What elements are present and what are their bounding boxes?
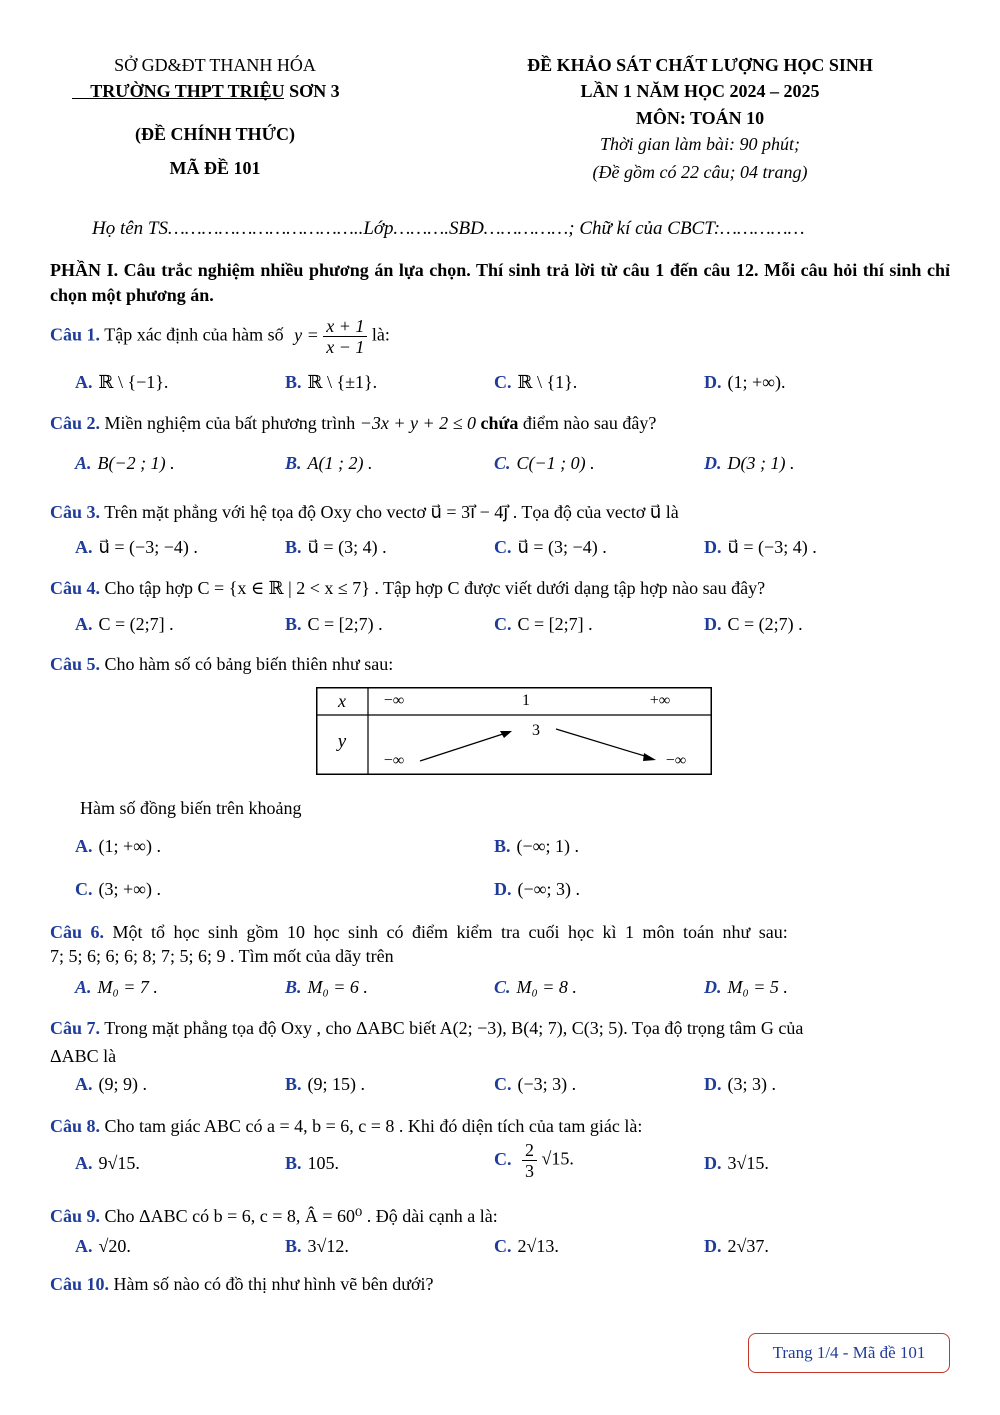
option-text: u⃗ = (3; −4) . (517, 537, 607, 557)
option-text: u⃗ = (3; 4) . (307, 537, 387, 557)
option-text: M₀ = 7 . (97, 977, 158, 997)
option-text: 9√15. (98, 1153, 140, 1173)
q8-option-a[interactable]: A. 9√15. (75, 1153, 140, 1173)
question-text: Một tổ học sinh gồm 10 học sinh có điểm kiểm tra cuối học kì 1 môn toán như sau: (112, 922, 788, 942)
q5-option-b[interactable]: B. (−∞; 1) . (494, 836, 579, 856)
q8-option-d[interactable]: D. 3√15. (704, 1153, 769, 1173)
option-text: 105. (307, 1153, 340, 1173)
option-text: 2√13. (517, 1236, 559, 1256)
option-text: √20. (98, 1236, 131, 1256)
table-y-value-1: −∞ (383, 752, 405, 769)
q6-option-c[interactable]: C. M₀ = 8 . (494, 977, 577, 997)
q6-option-a[interactable]: A. M₀ = 7 . (75, 977, 158, 997)
question-label: Câu 3. (50, 502, 101, 522)
table-y-value-2: 3 (532, 722, 540, 739)
question-label: Câu 1. (50, 324, 101, 345)
q9-option-d[interactable]: D. 2√37. (704, 1236, 769, 1256)
question-tail: là: (371, 324, 390, 345)
question-text: Trong mặt phẳng tọa độ Oxy , cho ΔABC biết A(2; −3), B(4; 7), C(3; 5). Tọa độ trọng tâm G của (104, 1018, 804, 1038)
table-y-label: y (337, 731, 347, 752)
option-text: √15. (541, 1148, 574, 1169)
option-text: (1; +∞). (727, 372, 786, 392)
option-text: ℝ \ {±1}. (307, 372, 378, 392)
option-text: (−∞; 3) . (517, 879, 580, 899)
q8-option-c[interactable]: C. $\frac{2}{3}$ √15. (494, 1140, 574, 1181)
option-text: C = (2;7] . (98, 614, 174, 634)
question-text: Cho tam giác ABC có a = 4, b = 6, c = 8 . Khi đó diện tích của tam giác là: (104, 1116, 643, 1136)
question-text: Hàm số nào có đồ thị như hình vẽ bên dưới? (113, 1274, 434, 1294)
table-x-value-2: 1 (522, 692, 530, 709)
school-name: TRƯỜNG THPT TRIỆU SƠN 3 (90, 81, 340, 101)
q3-option-a[interactable]: A. u⃗ = (−3; −4) . (75, 537, 198, 557)
question-text: Tập xác định của hàm số (104, 324, 284, 345)
q5-option-c[interactable]: C. (3; +∞) . (75, 879, 161, 899)
question-text: Miền nghiệm của bất phương trình (104, 413, 356, 433)
q9-option-b[interactable]: B. 3√12. (285, 1236, 349, 1256)
bold-word: chứa (480, 413, 519, 433)
option-text: (9; 15) . (307, 1074, 366, 1094)
question-label: Câu 2. (50, 413, 101, 433)
q1-option-b[interactable]: B. ℝ \ {±1}. (285, 372, 378, 392)
student-info-line: Họ tên TS……………………………..Lớp……….SBD……………; Chữ kí của CBCT:…………… (92, 218, 805, 239)
pages-note: (Đề gồm có 22 câu; 04 trang) (592, 162, 808, 182)
header-left (60, 52, 370, 104)
variation-table (316, 687, 712, 775)
q7-option-c[interactable]: C. (−3; 3) . (494, 1074, 577, 1094)
q7-option-d[interactable]: D. (3; 3) . (704, 1074, 776, 1094)
option-text: (3; 3) . (727, 1074, 776, 1094)
increasing-arrow (420, 733, 506, 761)
option-text: 2√37. (727, 1236, 769, 1256)
exam-round: LẦN 1 NĂM HỌC 2024 – 2025 (580, 81, 820, 101)
fraction (522, 1140, 537, 1181)
option-text: 3√12. (307, 1236, 349, 1256)
option-text: C = (2;7) . (727, 614, 803, 634)
q4-option-a[interactable]: A. C = (2;7] . (75, 614, 174, 634)
q2-option-d[interactable]: D. D(3 ; 1) . (704, 453, 795, 473)
q4-option-b[interactable]: B. C = [2;7) . (285, 614, 383, 634)
exam-title-block (470, 52, 930, 104)
question-label: Câu 7. (50, 1018, 101, 1038)
question-label: Câu 4. (50, 578, 101, 598)
q4-option-d[interactable]: D. C = (2;7) . (704, 614, 803, 634)
question-text: Cho tập hợp C = {x ∈ ℝ | 2 < x ≤ 7} . Tập hợp C được viết dưới dạng tập hợp nào sau đây? (104, 578, 766, 598)
table-y-value-3: −∞ (665, 752, 687, 769)
part1-instructions: PHẦN I. Câu trắc nghiệm nhiều phương án lựa chọn. Thí sinh trả lời từ câu 1 đến câu 12. Mỗi câu hỏi thí sinh chỉ chọn một phương án. (50, 260, 950, 305)
q9-option-c[interactable]: C. 2√13. (494, 1236, 559, 1256)
q2-option-a[interactable]: A. B(−2 ; 1) . (75, 453, 175, 473)
option-text: (−3; 3) . (517, 1074, 577, 1094)
question-10 (50, 1274, 950, 1295)
q7-option-a[interactable]: A. (9; 9) . (75, 1074, 147, 1094)
question-text: Trên mặt phẳng với hệ tọa độ Oxy cho vectơ u⃗ = 3i⃗ − 4j⃗ . Tọa độ của vectơ u⃗ là (104, 502, 679, 522)
question-9 (50, 1206, 950, 1227)
question-text: Cho ΔABC có b = 6, c = 8, Â = 60⁰ . Độ dài cạnh a là: (104, 1206, 498, 1226)
fraction (323, 316, 367, 357)
option-text: u⃗ = (−3; 4) . (727, 537, 817, 557)
table-x-value-1: −∞ (383, 692, 405, 709)
question-7 (50, 1018, 950, 1039)
question-tail: điểm nào sau đây? (522, 413, 657, 433)
q9-option-a[interactable]: A. √20. (75, 1236, 131, 1256)
q7-option-b[interactable]: B. (9; 15) . (285, 1074, 366, 1094)
decreasing-arrow (556, 729, 648, 757)
department: SỞ GD&ĐT THANH HÓA (114, 55, 316, 75)
question-label: Câu 5. (50, 654, 101, 674)
fraction-numerator: x + 1 (323, 316, 367, 337)
question-3 (50, 502, 950, 523)
q4-option-c[interactable]: C. C = [2;7] . (494, 614, 593, 634)
option-text: (3; +∞) . (98, 879, 161, 899)
subject: MÔN: TOÁN 10 (635, 108, 765, 128)
exam-title: ĐỀ KHẢO SÁT CHẤT LƯỢNG HỌC SINH (527, 55, 873, 75)
q2-option-b[interactable]: B. A(1 ; 2) . (285, 453, 373, 473)
question-label: Câu 10. (50, 1274, 110, 1294)
q3-option-b[interactable]: B. u⃗ = (3; 4) . (285, 537, 387, 557)
q2-option-c[interactable]: C. C(−1 ; 0) . (494, 453, 595, 473)
school-underline (72, 98, 284, 99)
q1-option-d[interactable]: D. (1; +∞). (704, 372, 786, 392)
q1-option-c[interactable]: C. ℝ \ {1}. (494, 372, 578, 392)
q1-option-a[interactable]: A. ℝ \ {−1}. (75, 372, 169, 392)
exam-code: MÃ ĐỀ 101 (169, 158, 261, 178)
option-text: u⃗ = (−3; −4) . (98, 537, 198, 557)
q6-option-b[interactable]: B. M₀ = 6 . (285, 977, 368, 997)
question-6-line2: 7; 5; 6; 6; 6; 8; 7; 5; 6; 9 . Tìm mốt của dãy trên (50, 946, 394, 966)
q8-option-b[interactable]: B. 105. (285, 1153, 340, 1173)
option-text: D(3 ; 1) . (727, 453, 795, 473)
question-7-line2: ΔABC là (50, 1046, 117, 1066)
q6-option-d[interactable]: D. M₀ = 5 . (704, 977, 788, 997)
question-label: Câu 8. (50, 1116, 101, 1136)
fraction-denominator: 3 (525, 1161, 534, 1181)
official-label: (ĐỀ CHÍNH THỨC) (134, 124, 295, 144)
question-4 (50, 578, 950, 599)
question-2 (50, 413, 950, 434)
option-text: M₀ = 8 . (516, 977, 577, 997)
question-text: Cho hàm số có bảng biến thiên như sau: (104, 654, 394, 674)
question-label: Câu 9. (50, 1206, 101, 1226)
option-text: ℝ \ {1}. (517, 372, 578, 392)
inequality: −3x + y + 2 ≤ 0 (359, 413, 477, 433)
time-limit: Thời gian làm bài: 90 phút; (599, 134, 801, 154)
arrow-head-down (643, 753, 656, 761)
q5-option-a[interactable]: A. (1; +∞) . (75, 836, 161, 856)
question-1: Câu 1. Tập xác định của hàm số y = $\frac{x + 1}{x - 1}$ là: (50, 316, 390, 357)
option-text: C = [2;7) . (307, 614, 383, 634)
option-text: C(−1 ; 0) . (516, 453, 595, 473)
page-footer-badge: Trang 1/4 - Mã đề 101 (748, 1333, 950, 1373)
question-5 (50, 654, 950, 675)
option-text: (−∞; 1) . (516, 836, 579, 856)
question-8 (50, 1116, 950, 1137)
table-x-label: x (338, 691, 346, 711)
table-x-value-3: +∞ (649, 692, 671, 709)
q5-after-text: Hàm số đồng biến trên khoảng (80, 798, 302, 818)
question-label: Câu 6. (50, 922, 105, 942)
option-text: C = [2;7] . (517, 614, 593, 634)
question-6 (50, 922, 950, 943)
option-text: 3√15. (727, 1153, 769, 1173)
q3-option-c[interactable]: C. u⃗ = (3; −4) . (494, 537, 607, 557)
option-text: M₀ = 6 . (307, 977, 368, 997)
fraction-denominator: x − 1 (326, 337, 365, 357)
q5-option-d[interactable]: D. (−∞; 3) . (494, 879, 580, 899)
option-text: B(−2 ; 1) . (97, 453, 175, 473)
fraction-numerator: 2 (522, 1140, 537, 1161)
option-text: (9; 9) . (98, 1074, 147, 1094)
option-text: ℝ \ {−1}. (98, 372, 169, 392)
option-text: M₀ = 5 . (727, 977, 788, 997)
option-text: (1; +∞) . (98, 836, 161, 856)
option-text: A(1 ; 2) . (307, 453, 373, 473)
q3-option-d[interactable]: D. u⃗ = (−3; 4) . (704, 537, 817, 557)
